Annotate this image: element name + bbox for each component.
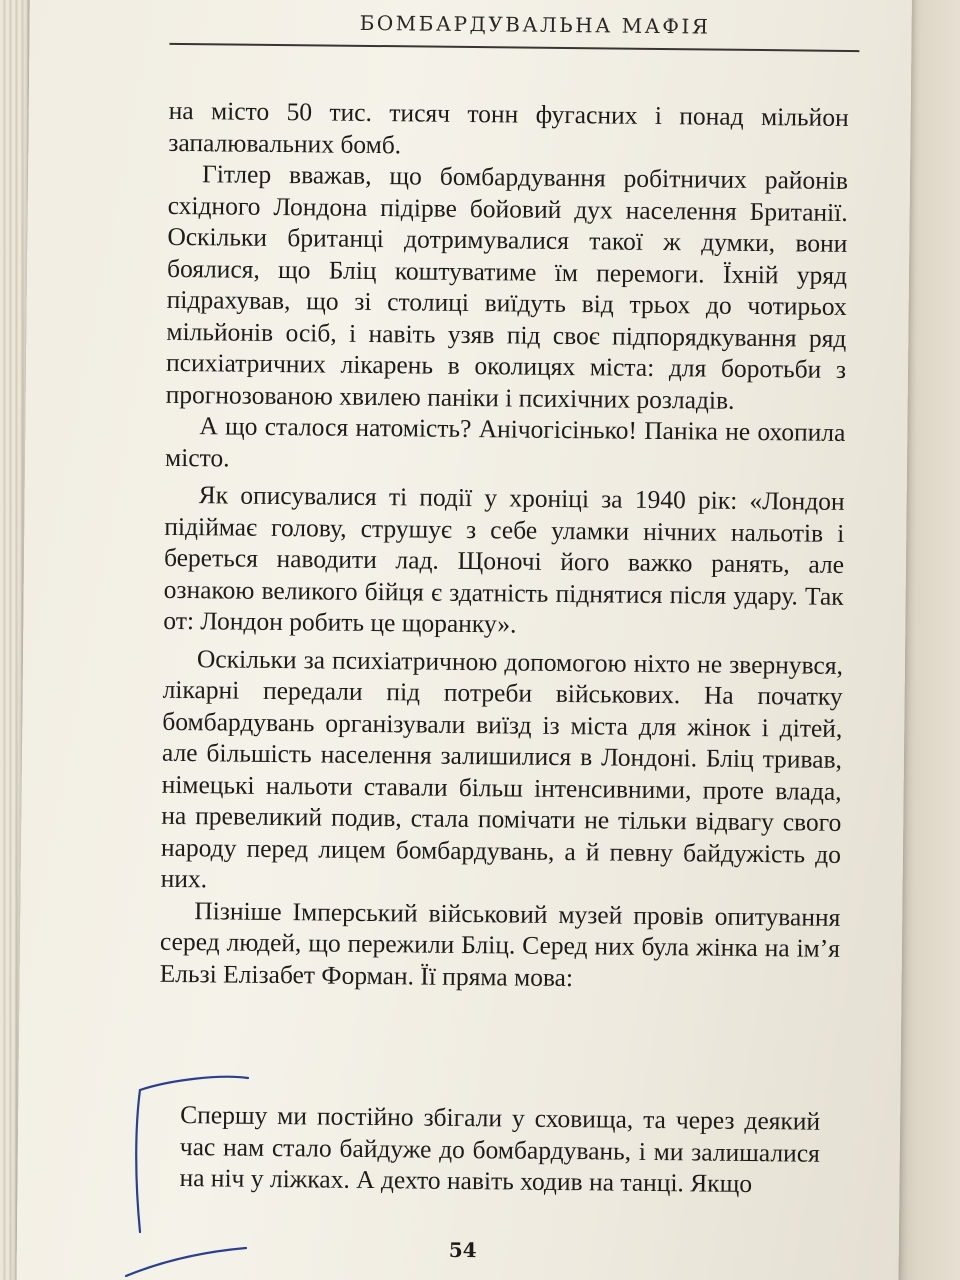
paragraph: Гітлер вважав, що бомбардування робітничих районів східного Лондона підірве бойовий дух населення Британії. Оскільки британці дотримувалися такої ж думки, вони боялися, що Бліц коштуватиме їм перемоги. Їхній уряд підрахував, що зі столиці виїдуть від трьох до чотирьох мільйонів осіб, і навіть узяв під своє підпорядкування ряд психіатричних лікарень в околицях міста: для боротьби з прогнозованою хвилею паніки і психічних розладів. (165, 159, 849, 415)
page-number: 54 (448, 1237, 477, 1263)
paragraph: Пізніше Імперський військовий музей провів опитування серед людей, що пережили Бліц. Серед них була жінка на ім’я Ельзі Елізабет Форман. Її пряма мова: (159, 895, 841, 992)
body-text (160, 95, 849, 996)
paragraph: на місто 50 тис. тисяч тонн фугасних і понад мільйон запалювальних бомб. (168, 95, 849, 159)
header-rule (169, 43, 859, 52)
paragraph: Як описувалися ті події у хроніці за 1940 рік: «Лондон підіймає голову, струшує з себе уламки нічних нальотів і береться наводити лад. Щоночі його важко ранять, але ознакою великого бійця є здатність піднятися після удару. Так от: Лондон робить це щоранку». (163, 480, 845, 639)
quote-paragraph: Спершу ми постійно збігали у сховища, та через деякий час нам стало байдуже до бомбардувань, і ми залишалися на ніч у ліжках. А дехто навіть ходив на танці. Якщо (179, 1100, 821, 1199)
paragraph: Оскільки за психіатричною допомогою ніхто не звернувся, лікарні передали під потреби військових. На початку бомбардувань організували виїзд із міста для жінок і дітей, але більшість населення залишилися в Лондоні. Бліц тривав, німецькі нальоти ставали більш інтенсивними, проте влада, на превеликий подив, стала помічати не тільки відвагу свого народу перед лицем бомбардувань, а й певну байдужість до них. (160, 643, 844, 894)
book-page (16, 0, 912, 1280)
running-head: БОМБАРДУВАЛЬНА МАФІЯ (359, 10, 711, 39)
block-quote (179, 1099, 820, 1200)
paragraph: А що сталося натомість? Анічогісінько! Паніка не охопила місто. (164, 411, 846, 472)
